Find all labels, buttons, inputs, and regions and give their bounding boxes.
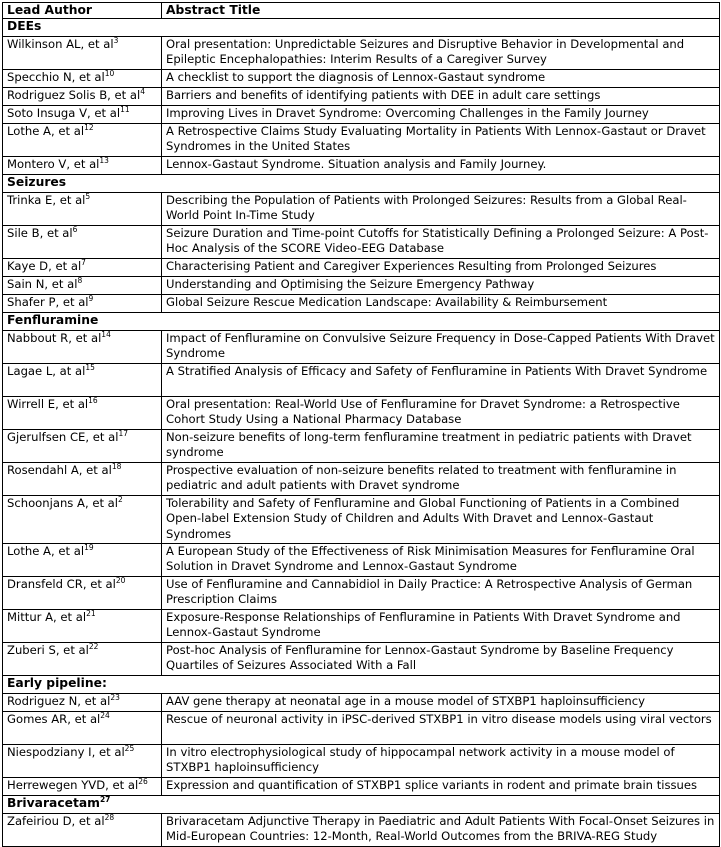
reference-number: 27 — [99, 795, 111, 805]
section-title: Seizures — [3, 175, 720, 193]
section-title: Early pipeline: — [3, 676, 720, 694]
reference-number: 8 — [77, 276, 83, 286]
reference-number: 2 — [118, 495, 123, 505]
table-row — [3, 814, 720, 847]
table-row — [3, 277, 720, 295]
table-row — [3, 712, 720, 745]
reference-number: 22 — [88, 642, 99, 652]
reference-number: 15 — [85, 363, 95, 373]
reference-number: 4 — [140, 87, 146, 97]
lead-author: Sile B, et $al^6$ — [3, 226, 162, 259]
lead-author: Rodriguez Solis B, et $al^4$ — [3, 88, 162, 106]
section-row — [3, 796, 720, 814]
reference-number: 9 — [88, 294, 94, 304]
table-row — [3, 496, 720, 544]
reference-number: 7 — [81, 258, 86, 268]
table-row — [3, 259, 720, 277]
lead-author: Wirrell E, et $al^{16}$ — [3, 397, 162, 430]
section-title: Brivaracetam$^{27}$ — [3, 796, 720, 814]
lead-author: Lothe A, et $al^{12}$ — [3, 124, 162, 157]
table-row — [3, 745, 720, 778]
table-row — [3, 778, 720, 796]
table-row — [3, 463, 720, 496]
reference-number: 13 — [99, 156, 109, 166]
column-header-abstract-title: Abstract Title — [162, 3, 720, 19]
table-row — [3, 106, 720, 124]
abstract-title: Characterising Patient and Caregiver Experiences Resulting from Prolonged Seizures — [162, 259, 720, 277]
lead-author: Zafeiriou D, et $al^{28}$ — [3, 814, 162, 847]
reference-number: 24 — [100, 711, 110, 721]
abstract-title: Global Seizure Rescue Medication Landscape: Availability & Reimbursement — [162, 295, 720, 313]
table-row — [3, 226, 720, 259]
table-row — [3, 364, 720, 397]
section-title: DEEs — [3, 19, 720, 37]
lead-author: Gomes AR, et $al^{24}$ — [3, 712, 162, 745]
table-row — [3, 331, 720, 364]
abstract-title: Non-seizure benefits of long-term fenfluramine treatment in pediatric patients with Dravet syndrome — [162, 430, 720, 463]
abstract-title: Exposure-Response Relationships of Fenfluramine in Patients With Dravet Syndrome and Lennox-Gastaut Syndrome — [162, 610, 720, 643]
abstract-title: Improving Lives in Dravet Syndrome: Overcoming Challenges in the Family Journey — [162, 106, 720, 124]
lead-author: Lagae L, at $al^{15}$ — [3, 364, 162, 397]
lead-author: Trinka E, et $al^5$ — [3, 193, 162, 226]
section-row — [3, 19, 720, 37]
abstract-title: Barriers and benefits of identifying patients with DEE in adult care settings — [162, 88, 720, 106]
table-row — [3, 577, 720, 610]
section-title: Fenfluramine — [3, 313, 720, 331]
lead-author: Dransfeld CR, et $al^{20}$ — [3, 577, 162, 610]
reference-number: 11 — [120, 105, 130, 115]
abstract-title: Seizure Duration and Time-point Cutoffs for Statistically Defining a Prolonged Seizure: A Post-Hoc Analysis of the SCORE Video-EEG Database — [162, 226, 720, 259]
table-row — [3, 694, 720, 712]
lead-author: Specchio N, et $al^{10}$ — [3, 70, 162, 88]
lead-author: Gjerulfsen CE, et $al^{17}$ — [3, 430, 162, 463]
table-row — [3, 610, 720, 643]
table-row — [3, 157, 720, 175]
abstract-title: Expression and quantification of STXBP1 splice variants in rodent and primate brain tissues — [162, 778, 720, 796]
abstract-title: Describing the Population of Patients with Prolonged Seizures: Results from a Global Real-World Point In-Time Study — [162, 193, 720, 226]
reference-number: 16 — [88, 396, 98, 406]
lead-author: Wilkinson AL, et $al^3$ — [3, 37, 162, 70]
abstract-title: Use of Fenfluramine and Cannabidiol in Daily Practice: A Retrospective Analysis of German Prescription Claims — [162, 577, 720, 610]
lead-author: Niespodziany I, et $al^{25}$ — [3, 745, 162, 778]
lead-author: Lothe A, et $al^{19}$ — [3, 544, 162, 577]
abstract-title: Lennox-Gastaut Syndrome. Situation analysis and Family Journey. — [162, 157, 720, 175]
abstract-title: A European Study of the Effectiveness of Risk Minimisation Measures for Fenfluramine Oral Solution in Dravet Syndrome and Lennox-Gastaut Syndrome — [162, 544, 720, 577]
table-row — [3, 295, 720, 313]
lead-author: Rosendahl A, et $al^{18}$ — [3, 463, 162, 496]
table-row — [3, 430, 720, 463]
table-row — [3, 124, 720, 157]
table-row — [3, 193, 720, 226]
lead-author: Herrewegen YVD, et $al^{26}$ — [3, 778, 162, 796]
reference-number: 10 — [104, 69, 115, 79]
lead-author: Shafer P, et $al^9$ — [3, 295, 162, 313]
abstract-title: Prospective evaluation of non-seizure benefits related to treatment with fenfluramine in pediatric and adult patients with Dravet syndrome — [162, 463, 720, 496]
lead-author: Nabbout R, et $al^{14}$ — [3, 331, 162, 364]
reference-number: 17 — [118, 429, 128, 439]
lead-author: Montero V, et $al^{13}$ — [3, 157, 162, 175]
abstract-title: Rescue of neuronal activity in iPSC-derived STXBP1 in vitro disease models using viral vectors — [162, 712, 720, 745]
table-row — [3, 88, 720, 106]
reference-number: 26 — [138, 777, 148, 787]
lead-author: Zuberi S, et $al^{22}$ — [3, 643, 162, 676]
reference-number: 14 — [101, 330, 111, 340]
column-header-lead-author: Lead Author — [3, 3, 162, 19]
abstract-title: Oral presentation: Unpredictable Seizures and Disruptive Behavior in Developmental and Epileptic Encephalopathies: Interim Results of a Caregiver Survey — [162, 37, 720, 70]
table-row — [3, 544, 720, 577]
abstract-title: Post-hoc Analysis of Fenfluramine for Lennox-Gastaut Syndrome by Baseline Frequency Quartiles of Seizures Associated With a Fall — [162, 643, 720, 676]
abstract-title: Understanding and Optimising the Seizure Emergency Pathway — [162, 277, 720, 295]
abstract-title: AAV gene therapy at neonatal age in a mouse model of STXBP1 haploinsufficiency — [162, 694, 720, 712]
reference-number: 23 — [110, 693, 120, 703]
table-header-row — [3, 3, 720, 19]
lead-author: Mittur A, et $al^{21}$ — [3, 610, 162, 643]
reference-number: 3 — [113, 36, 119, 46]
reference-number: 19 — [84, 543, 94, 553]
lead-author: Soto Insuga V, et $al^{11}$ — [3, 106, 162, 124]
reference-number: 21 — [86, 609, 96, 619]
table-row — [3, 70, 720, 88]
abstract-table — [2, 2, 720, 847]
table-row — [3, 397, 720, 430]
lead-author: Sain N, et $al^8$ — [3, 277, 162, 295]
reference-number: 20 — [115, 576, 126, 586]
reference-number: 5 — [85, 192, 91, 202]
lead-author: Kaye D, et $al^7$ — [3, 259, 162, 277]
reference-number: 28 — [104, 813, 115, 823]
abstract-title: A Stratified Analysis of Efficacy and Safety of Fenfluramine in Patients With Dravet Syndrome — [162, 364, 720, 397]
reference-number: 6 — [72, 225, 78, 235]
reference-number: 12 — [84, 123, 94, 133]
lead-author: Schoonjans A, et $al^2$ — [3, 496, 162, 544]
lead-author: Rodriguez N, et $al^{23}$ — [3, 694, 162, 712]
abstract-title: A Retrospective Claims Study Evaluating Mortality in Patients With Lennox-Gastaut or Dravet Syndromes in the United States — [162, 124, 720, 157]
section-row — [3, 676, 720, 694]
abstract-title: Brivaracetam Adjunctive Therapy in Paediatric and Adult Patients With Focal-Onset Seizures in Mid-European Countries: 12-Month, Real-World Outcomes from the BRIVA-REG Study — [162, 814, 720, 847]
section-row — [3, 313, 720, 331]
reference-number: 25 — [124, 744, 135, 754]
section-row — [3, 175, 720, 193]
abstract-title: Impact of Fenfluramine on Convulsive Seizure Frequency in Dose-Capped Patients With Dravet Syndrome — [162, 331, 720, 364]
abstract-title: A checklist to support the diagnosis of Lennox-Gastaut syndrome — [162, 70, 720, 88]
abstract-title: Tolerability and Safety of Fenfluramine and Global Functioning of Patients in a Combined Open-label Extension Study of Children and Adults With Dravet and Lennox-Gastaut Syndromes — [162, 496, 720, 544]
abstract-title: In vitro electrophysiological study of hippocampal network activity in a mouse model of STXBP1 haploinsufficiency — [162, 745, 720, 778]
table-row — [3, 37, 720, 70]
table-row — [3, 643, 720, 676]
abstract-title: Oral presentation: Real-World Use of Fenfluramine for Dravet Syndrome: a Retrospective Cohort Study Using a National Pharmacy Database — [162, 397, 720, 430]
reference-number: 18 — [111, 462, 122, 472]
